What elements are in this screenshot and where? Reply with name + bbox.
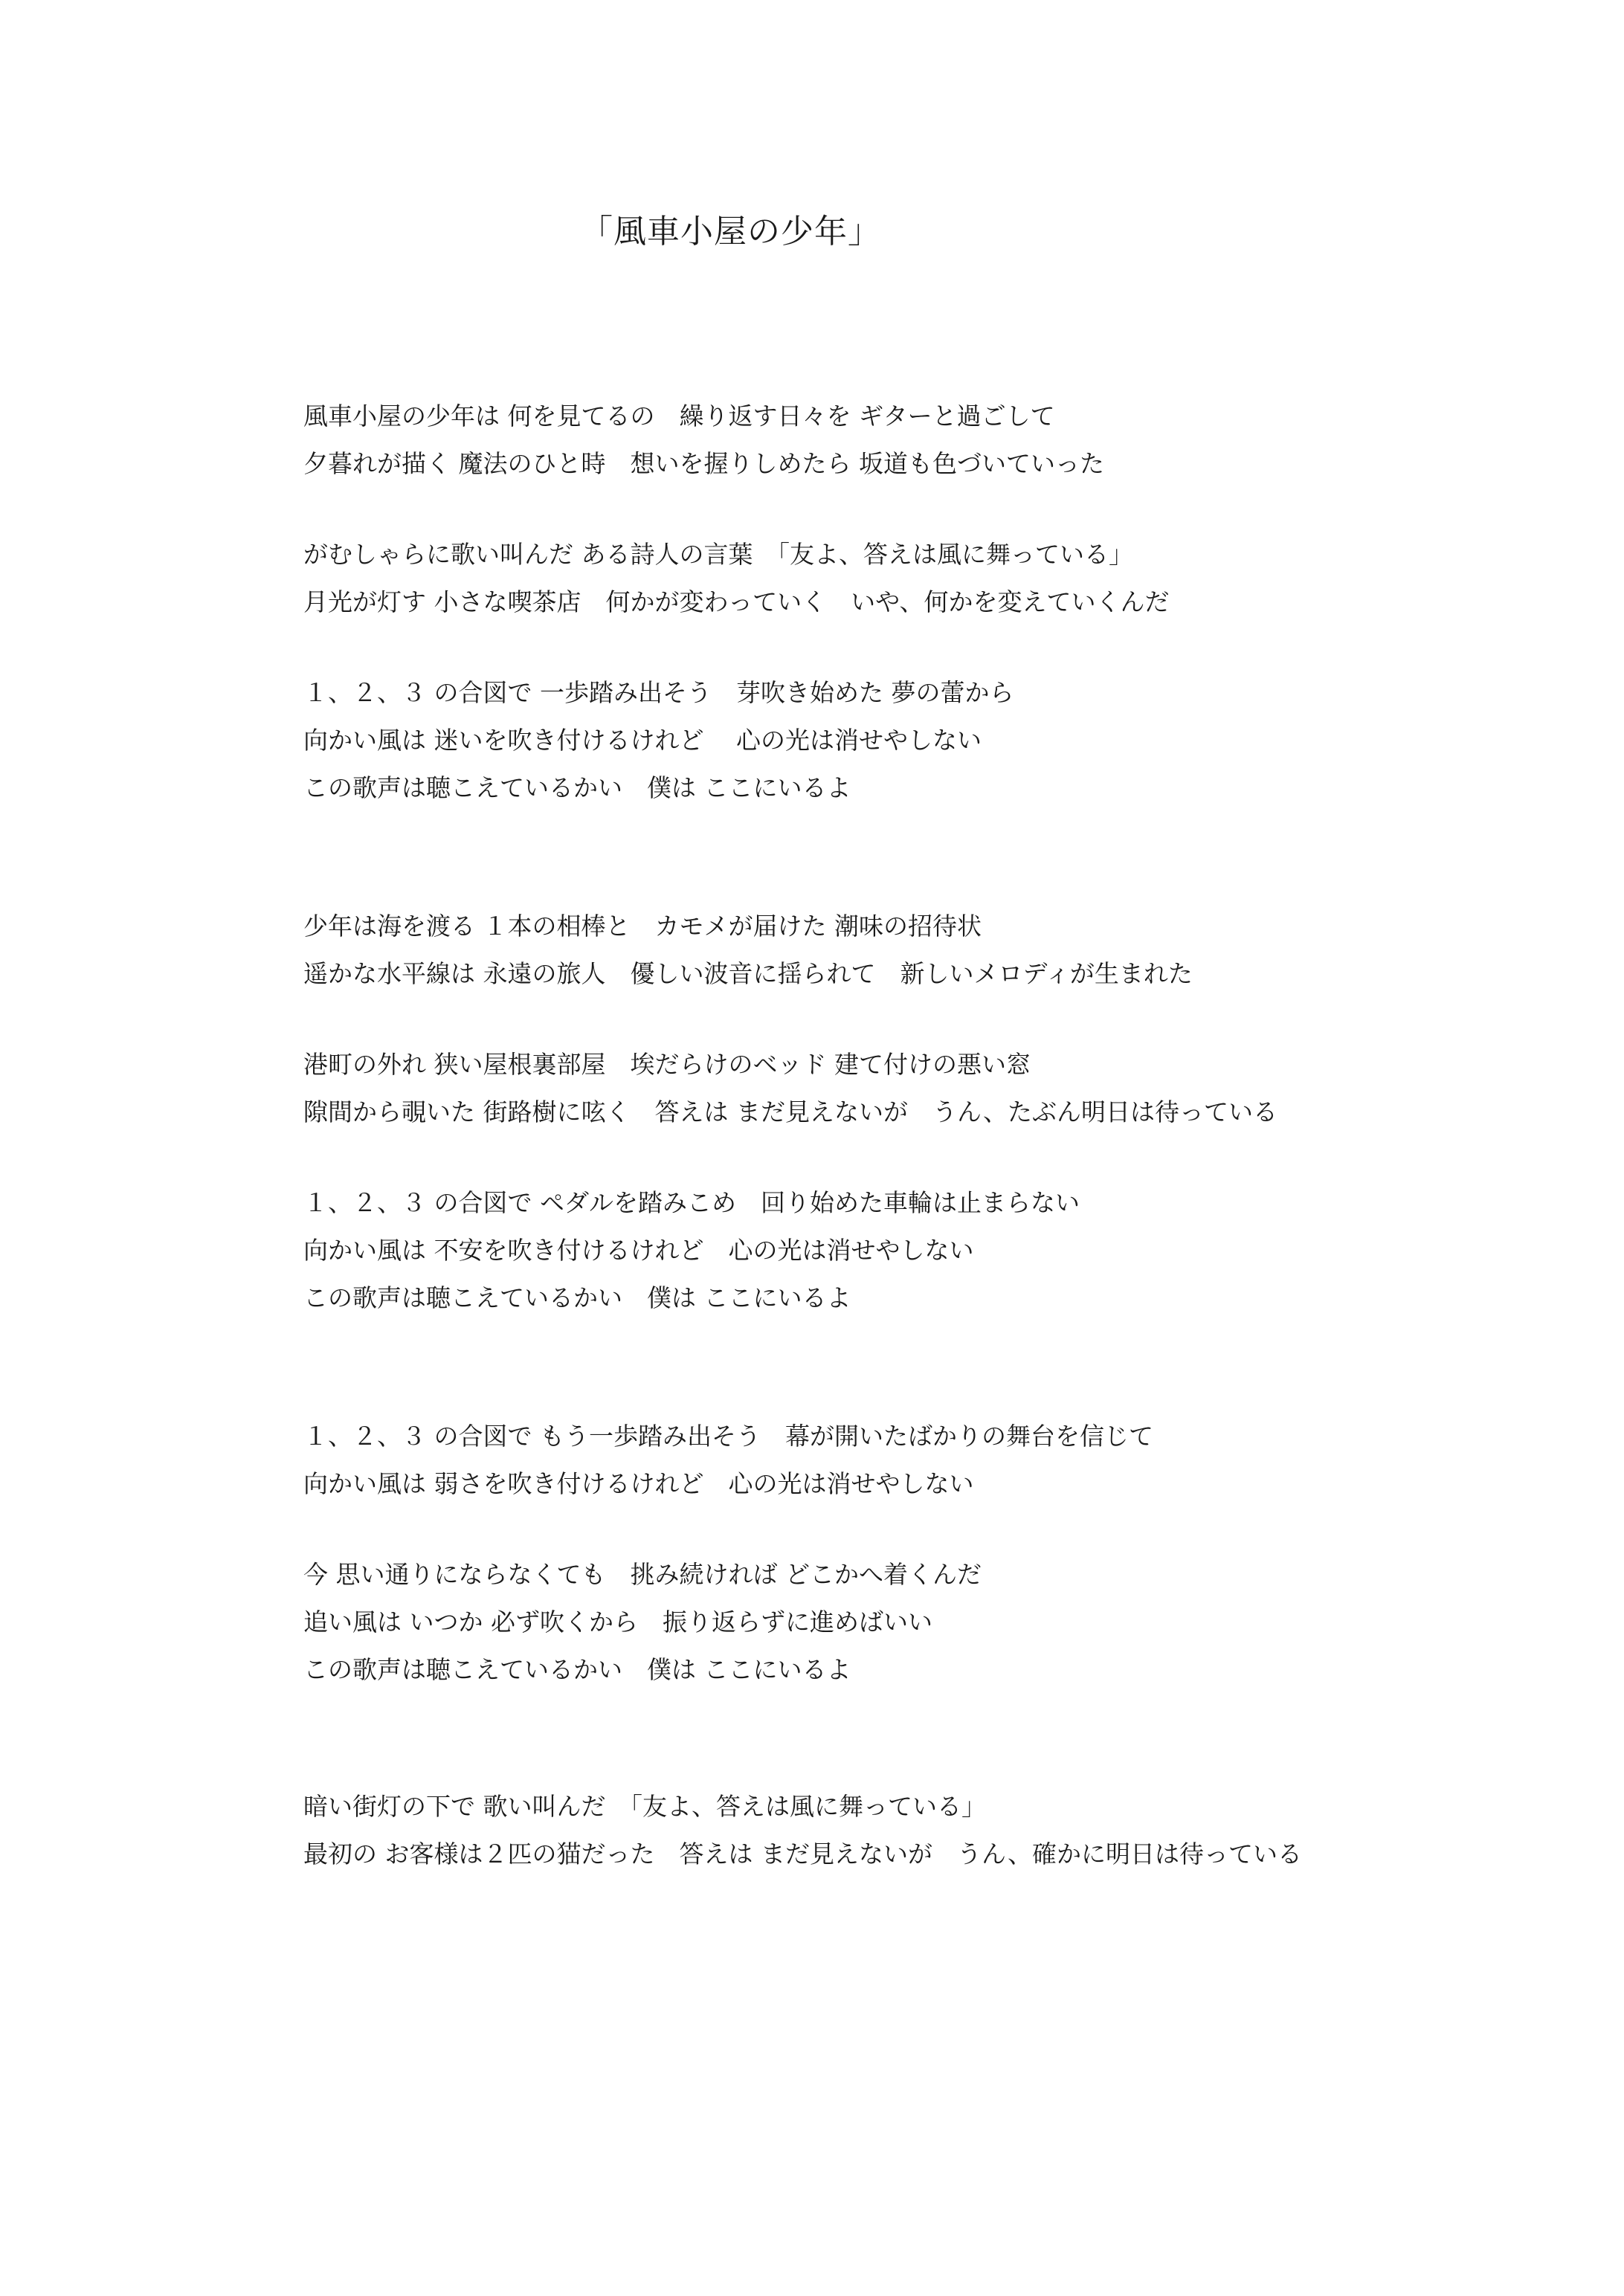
stanza	[303, 1413, 1567, 1508]
lyric-line: 月光が灯す 小さな喫茶店 何かが変わっていく いや、何かを変えていくんだ	[303, 587, 1170, 616]
lyric-line: 隙間から覗いた 街路樹に呟く 答えは まだ見えないが うん、たぶん明日は待っている	[303, 1097, 1277, 1126]
document-title: 「風車小屋の少年」	[580, 213, 881, 251]
lyric-line: 追い風は いつか 必ず吹くから 振り返らずに進めばいい	[303, 1607, 932, 1636]
lyric-line: この歌声は聴こえているかい 僕は ここにいるよ	[303, 1655, 851, 1684]
lyric-line: がむしゃらに歌い叫んだ ある詩人の言葉 「友よ、答えは風に舞っている」	[303, 540, 1133, 569]
stanza-gap	[303, 1322, 1567, 1413]
lyric-line: 風車小屋の少年は 何を見てるの 繰り返す日々を ギターと過ごして	[303, 402, 1055, 430]
lyrics-body	[303, 393, 1567, 1878]
lyric-line: 少年は海を渡る １本の相棒と カモメが届けた 潮味の招待状	[303, 912, 982, 941]
lyric-line: 夕暮れが描く 魔法のひと時 想いを握りしめたら 坂道も色づいていった	[303, 449, 1104, 478]
stanza	[303, 903, 1567, 998]
lyric-line: 遥かな水平線は 永遠の旅人 優しい波音に揺られて 新しいメロディが生まれた	[303, 959, 1193, 988]
stanza	[303, 393, 1567, 488]
stanza-gap	[303, 998, 1567, 1041]
lyric-line: この歌声は聴こえているかい 僕は ここにいるよ	[303, 1283, 851, 1312]
lyric-line: 暗い街灯の下で 歌い叫んだ 「友よ、答えは風に舞っている」	[303, 1792, 986, 1821]
stanza	[303, 1179, 1567, 1322]
lyric-line: 今 思い通りにならなくても 挑み続ければ どこかへ着くんだ	[303, 1560, 982, 1589]
stanza-gap	[303, 1508, 1567, 1551]
lyric-line: 向かい風は 弱さを吹き付けるけれど 心の光は消せやしない	[303, 1469, 974, 1498]
lyric-line: 最初の お客様は２匹の猫だった 答えは まだ見えないが うん、確かに明日は待っている	[303, 1839, 1302, 1868]
lyric-line: 港町の外れ 狭い屋根裏部屋 埃だらけのベッド 建て付けの悪い窓	[303, 1050, 1031, 1079]
lyric-line: この歌声は聴こえているかい 僕は ここにいるよ	[303, 773, 851, 802]
stanza	[303, 1783, 1567, 1878]
stanza	[303, 1551, 1567, 1694]
stanza-gap	[303, 1136, 1567, 1179]
lyric-line: １、２、３ の合図で 一歩踏み出そう 芽吹き始めた 夢の蕾から	[303, 678, 1014, 707]
stanza	[303, 531, 1567, 626]
stanza-gap	[303, 488, 1567, 531]
lyric-line: 向かい風は 迷いを吹き付けるけれど 心の光は消せやしない	[303, 726, 982, 755]
stanza-gap	[303, 626, 1567, 669]
stanza	[303, 1041, 1567, 1136]
stanza-gap	[303, 812, 1567, 903]
lyric-line: １、２、３ の合図で もう一歩踏み出そう 幕が開いたばかりの舞台を信じて	[303, 1422, 1153, 1451]
lyric-line: 向かい風は 不安を吹き付けるけれど 心の光は消せやしない	[303, 1236, 974, 1265]
lyric-line: １、２、３ の合図で ペダルを踏みこめ 回り始めた車輪は止まらない	[303, 1188, 1080, 1217]
stanza	[303, 669, 1567, 812]
stanza-gap	[303, 1694, 1567, 1783]
